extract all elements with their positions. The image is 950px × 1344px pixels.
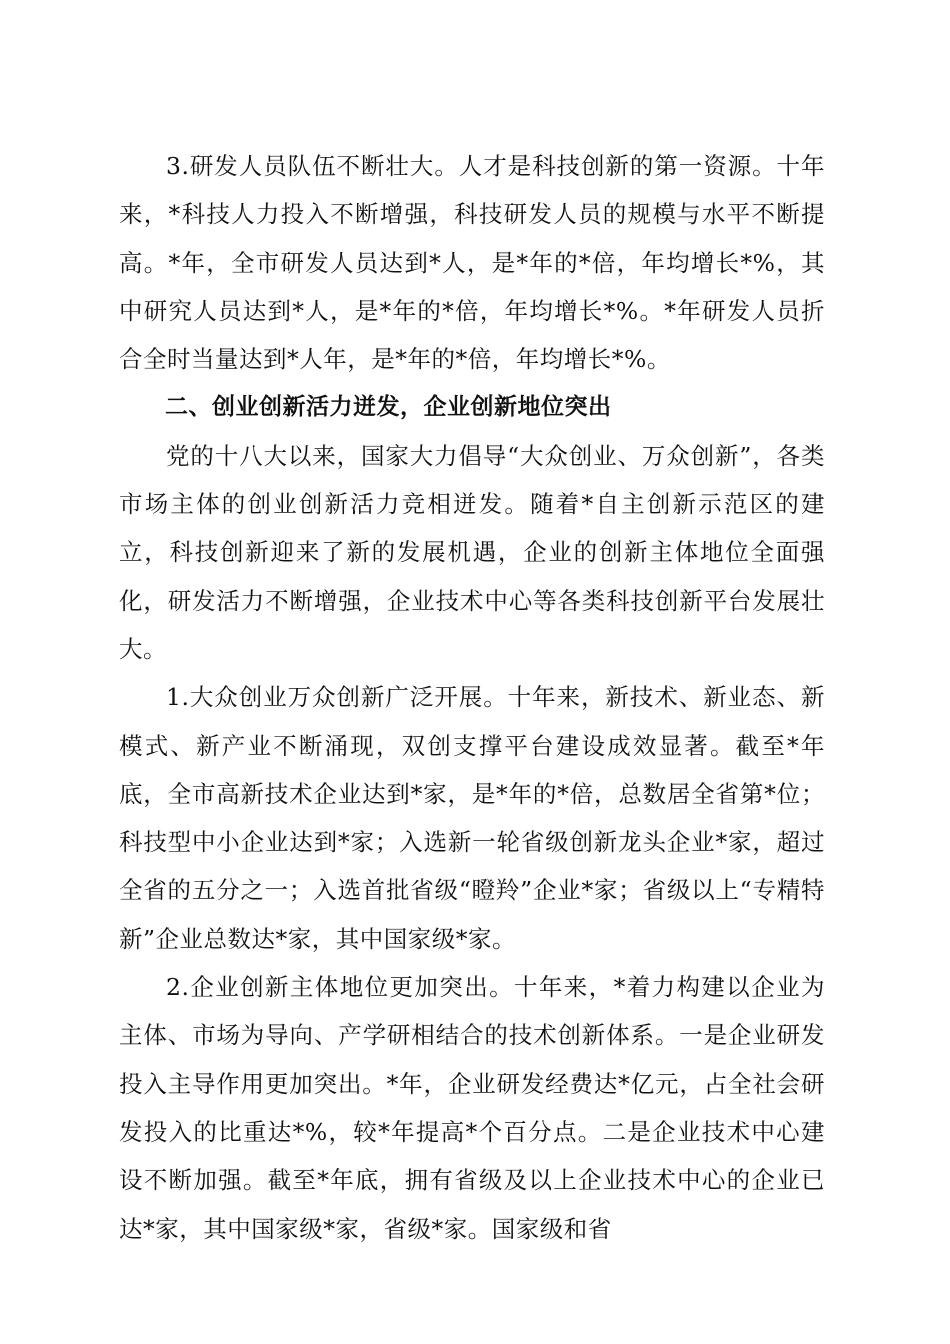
paragraph-enterprise-innovation: 2.企业创新主体地位更加突出。十年来，*着力构建以企业为主体、市场为导向、产学研相结合的技术创新体系。一是企业研发投入主导作用更加突出。*年，企业研发经费达*亿元，占全社会研发投入的比重达*%，较*年提高*个百分点。二是企业技术中心建设不断加强。截至*年底，拥有省级及以上企业技术中心的企业已达*家，其中国家级*家，省级*家。国家级和省 bbox=[119, 973, 825, 1243]
document-body bbox=[119, 142, 825, 1253]
paragraph-researcher-team: 3.研发人员队伍不断壮大。人才是科技创新的第一资源。十年来，*科技人力投入不断增强，科技研发人员的规模与水平不断提高。*年，全市研发人员达到*人，是*年的*倍，年均增长*%，其中研究人员达到*人，是*年的*倍，年均增长*%。*年研发人员折合全时当量达到*人年，是*年的*倍，年均增长*%。 bbox=[119, 152, 825, 374]
paragraph-section-intro: 党的十八大以来，国家大力倡导“大众创业、万众创新”，各类市场主体的创业创新活力竞相迸发。随着*自主创新示范区的建立，科技创新迎来了新的发展机遇，企业的创新主体地位全面强化，研发活力不断增强，企业技术中心等各类科技创新平台发展壮大。 bbox=[119, 441, 825, 663]
paragraph-mass-entrepreneurship: 1.大众创业万众创新广泛开展。十年来，新技术、新业态、新模式、新产业不断涌现，双创支撑平台建设成效显著。截至*年底，全市高新技术企业达到*家，是*年的*倍，总数居全省第*位；科技型中小企业达到*家；入选新一轮省级创新龙头企业*家，超过全省的五分之一；入选首批省级“瞪羚”企业*家；省级以上“专精特新”企业总数达*家，其中国家级*家。 bbox=[119, 683, 825, 953]
section-heading-two: 二、创业创新活力迸发，企业创新地位突出 bbox=[165, 394, 612, 421]
